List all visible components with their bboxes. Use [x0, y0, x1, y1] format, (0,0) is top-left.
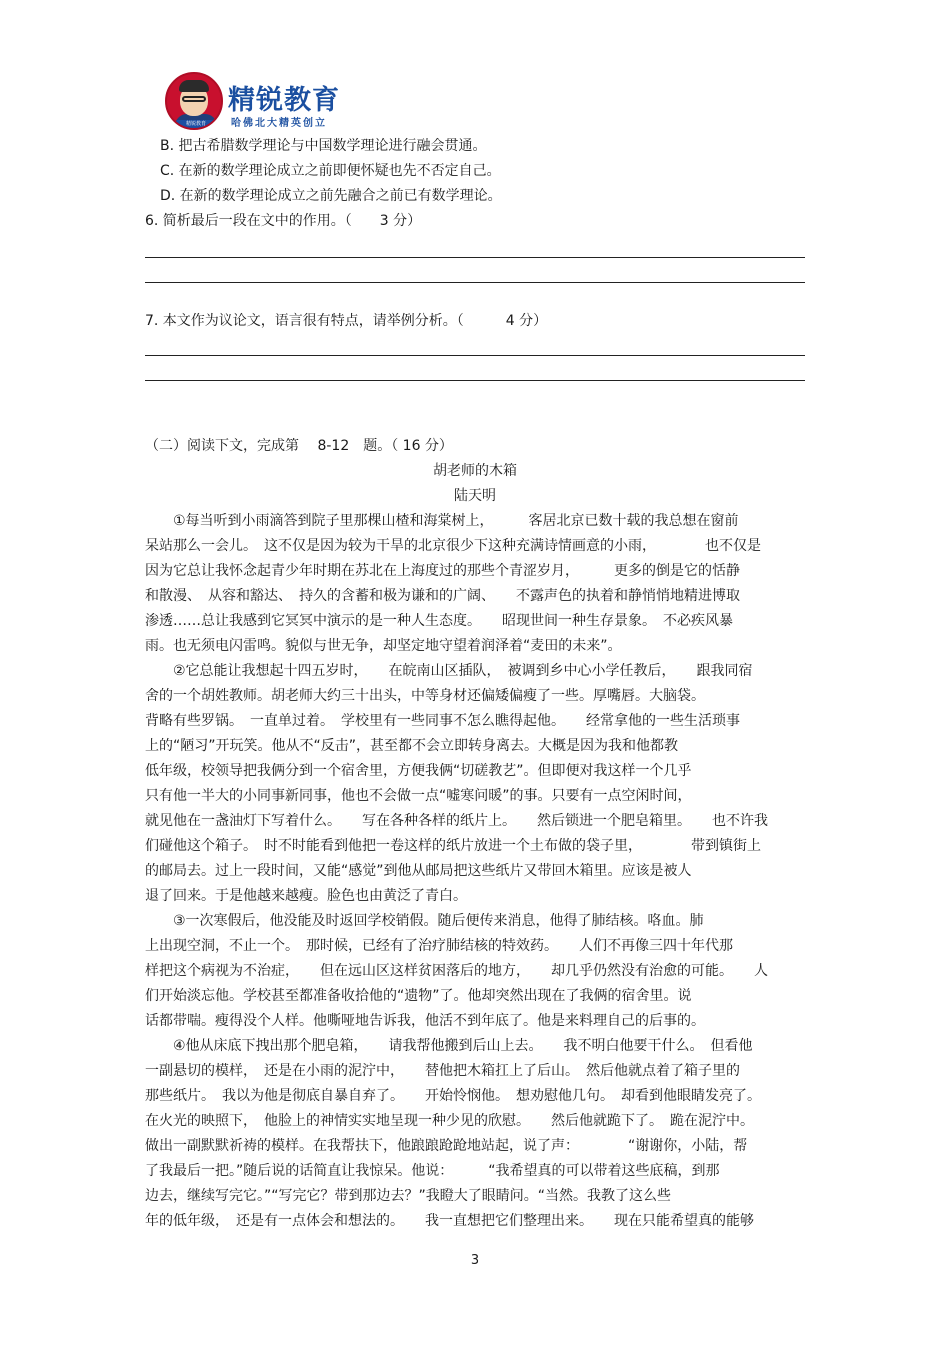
article-line: 样把这个病视为不治症， 但在远山区这样贫困落后的地方， 却几乎仍然没有治愈的可能。 人	[145, 963, 768, 979]
article-line: 就见他在一盏油灯下写着什么。 写在各种各样的纸片上。 然后锁进一个肥皂箱里。 也不许我	[145, 813, 768, 829]
article-line: 和散漫、 从容和豁达、 持久的含蓄和极为谦和的广阔、 不露声色的执着和静悄悄地精进博取	[145, 588, 740, 604]
article-line: 呆站那么一会儿。 这不仅是因为较为干旱的北京很少下这种充满诗情画意的小雨， 也不仅是	[145, 538, 761, 554]
logo-badge-text: 精锐教育	[176, 120, 216, 129]
article-line: 们开始淡忘他。学校甚至都准备收拾他的“遗物”了。他却突然出现在了我俩的宿舍里。说	[145, 988, 692, 1004]
option-b: B. 把古希腊数学理论与中国数学理论进行融会贯通。	[160, 138, 487, 154]
option-d: D. 在新的数学理论成立之前先融合之前已有数学理论。	[160, 188, 502, 204]
article-line: 上的“陋习”开玩笑。他从不“反击”，甚至都不会立即转身离去。大概是因为我和他都教	[145, 738, 679, 754]
article-line: 一副悬切的模样， 还是在小雨的泥泞中， 替他把木箱扛上了后山。 然后他就点着了箱子里的	[145, 1063, 740, 1079]
answer-line	[145, 380, 805, 381]
article-line: 退了回来。于是他越来越瘦。脸色也由黄泛了青白。	[145, 888, 467, 904]
question-7: 7. 本文作为议论文，语言很有特点，请举例分析。（ 4 分）	[145, 313, 548, 329]
answer-line	[145, 282, 805, 283]
article-line: ④他从床底下拽出那个肥皂箱， 请我帮他搬到后山上去。 我不明白他要干什么。 但看他	[145, 1038, 753, 1054]
article-body	[145, 509, 815, 1234]
logo-slogan: 哈佛北大精英创立	[231, 118, 327, 129]
logo-emblem	[165, 72, 223, 130]
answer-line	[145, 257, 805, 258]
question-6: 6. 简析最后一段在文中的作用。（ 3 分）	[145, 213, 422, 229]
article-line: 低年级，校领导把我俩分到一个宿舍里，方便我俩“切磋教艺”。但即便对我这样一个几乎	[145, 763, 692, 779]
article-line: 的邮局去。过上一段时间，又能“感觉”到他从邮局把这些纸片又带回木箱里。应该是被人	[145, 863, 692, 879]
answer-line	[145, 355, 805, 356]
article-line: 年的低年级， 还是有一点体会和想法的。 我一直想把它们整理出来。 现在只能希望真的能够	[145, 1213, 754, 1229]
article-line: 在火光的映照下， 他脸上的神情实实地呈现一种少见的欣慰。 然后他就跪下了。 跪在泥泞中。	[145, 1113, 754, 1129]
page-number: 3	[470, 1253, 480, 1268]
article-line: 因为它总让我怀念起青少年时期在苏北在上海度过的那些个青涩岁月， 更多的倒是它的恬静	[145, 563, 740, 579]
article-line: 边去，继续写完它。”“写完它？带到那边去？”我瞪大了眼睛问。“当然。我教了这么些	[145, 1188, 672, 1204]
logo-brand-name: 精锐教育	[228, 85, 340, 116]
article-title: 胡老师的木箱	[433, 463, 517, 479]
article-line: 渗透……总让我感到它冥冥中演示的是一种人生态度。 昭现世间一种生存景象。 不必疾风暴	[145, 613, 733, 629]
article-line: 做出一副默默祈祷的模样。在我帮扶下，他踉踉跄跄地站起，说了声： “谢谢你，小陆，帮	[145, 1138, 748, 1154]
article-line: 只有他一半大的小同事新同事，他也不会做一点“嘘寒问暖”的事。只要有一点空闲时间，	[145, 788, 692, 804]
article-line: ①每当听到小雨滴答到院子里那棵山楂和海棠树上， 客居北京已数十载的我总想在窗前	[145, 513, 739, 529]
article-line: 舍的一个胡姓教师。胡老师大约三十出头，中等身材还偏矮偏瘦了一些。厚嘴唇。大脑袋。	[145, 688, 705, 704]
article-line: 那些纸片。 我以为他是彻底自暴自弃了。 开始怜悯他。 想劝慰他几句。 却看到他眼睛发亮了。	[145, 1088, 761, 1104]
article-line: 话都带喘。瘦得没个人样。他嘶哑地告诉我，他活不到年底了。他是来料理自己的后事的。	[145, 1013, 705, 1029]
article-line: 们碰他这个箱子。 时不时能看到他把一卷这样的纸片放进一个土布做的袋子里， 带到镇街上	[145, 838, 761, 854]
brand-logo	[165, 72, 345, 134]
article-line: 了我最后一把。”随后说的话简直让我惊呆。他说： “我希望真的可以带着这些底稿，到那	[145, 1163, 720, 1179]
article-author: 陆天明	[454, 488, 496, 504]
option-c: C. 在新的数学理论成立之前即便怀疑也先不否定自己。	[160, 163, 501, 179]
section-heading: （二）阅读下文，完成第 8-12 题。（ 16 分）	[145, 438, 453, 454]
article-line: ②它总能让我想起十四五岁时， 在皖南山区插队， 被调到乡中心小学任教后， 跟我同宿	[145, 663, 753, 679]
article-line: 雨。也无须电闪雷鸣。貌似与世无争，却坚定地守望着润泽着“麦田的未来”。	[145, 638, 622, 654]
article-line: ③一次寒假后，他没能及时返回学校销假。随后便传来消息，他得了肺结核。咯血。肺	[145, 913, 704, 929]
article-line: 背略有些罗锅。 一直单过着。 学校里有一些同事不怎么瞧得起他。 经常拿他的一些生活琐事	[145, 713, 740, 729]
article-line: 上出现空洞，不止一个。 那时候，已经有了治疗肺结核的特效药。 人们不再像三四十年代那	[145, 938, 733, 954]
